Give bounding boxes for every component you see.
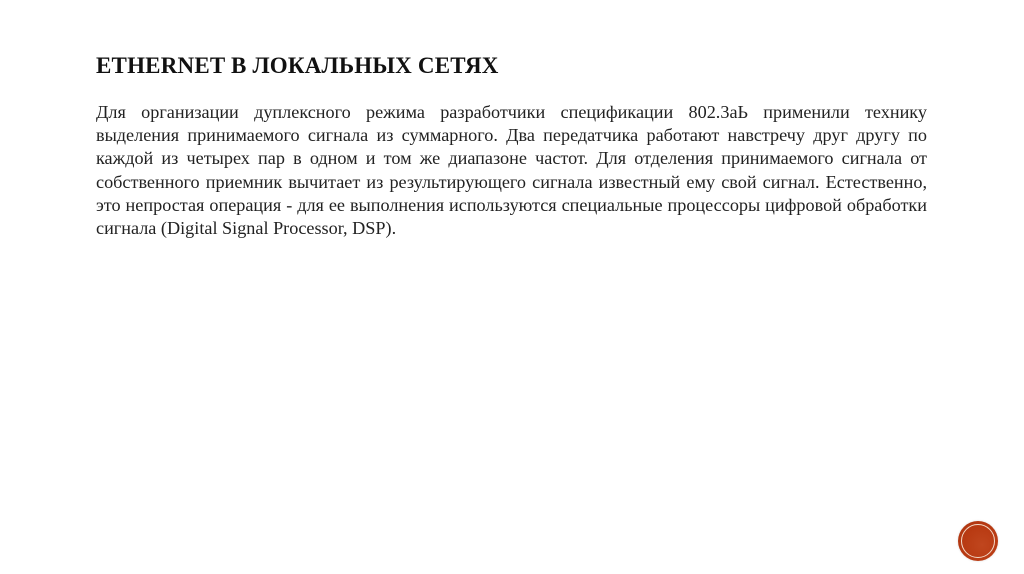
circle-badge-icon: [958, 521, 998, 561]
slide-body-text: Для организации дуплексного режима разработчики спецификации 802.3aЬ применили технику выделения принимаемого сигнала из суммарного. Два передатчика работают навстречу друг другу по каждой из четырех пар в одном и том же диапазоне частот. Для отделения принимаемого сигнала от собственного приемник вычитает из результирующего сигнала известный ему свой сигнал. Естественно, это непростая операция - для ее выполнения используются специальные процессоры цифровой обработки сигнала (Digital Signal Processor, DSP).: [96, 102, 927, 239]
slide-title: ETHERNET В ЛОКАЛЬНЫХ СЕТЯХ: [96, 53, 499, 78]
